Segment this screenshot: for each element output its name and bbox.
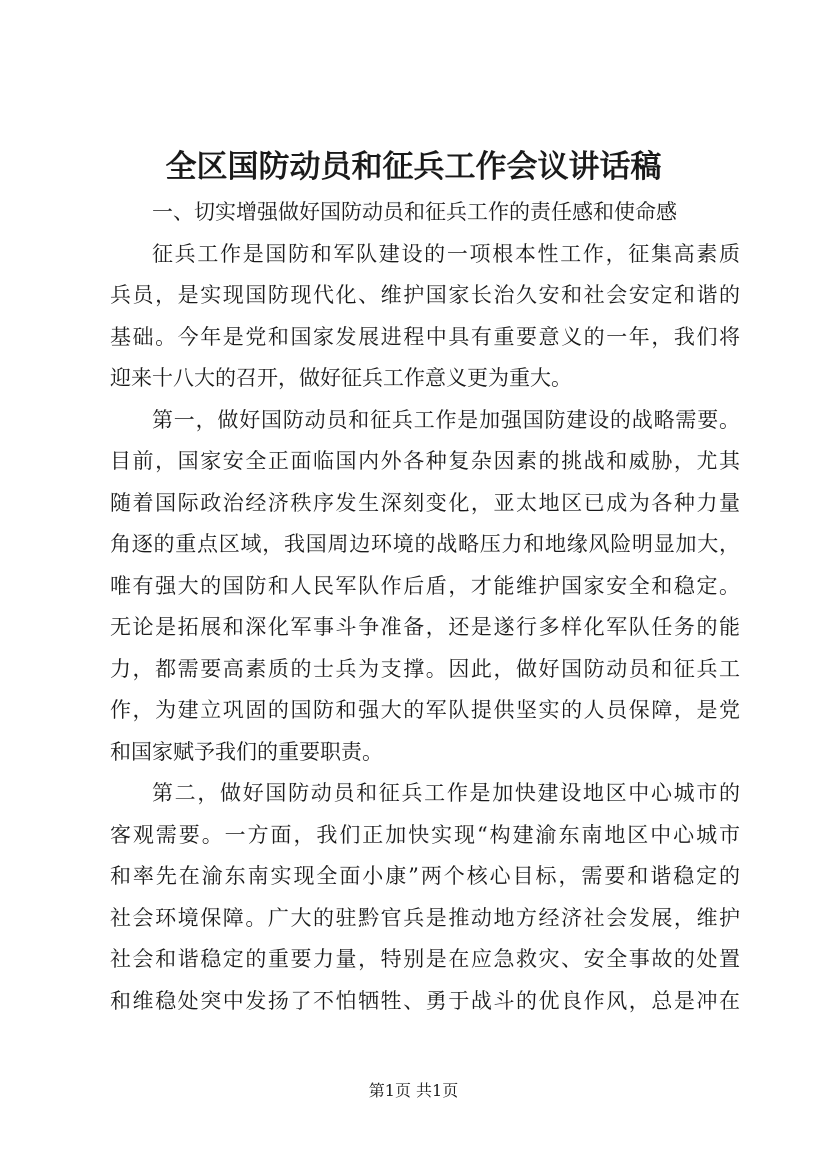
body-line: 第一，做好国防动员和征兵工作是加强国防建设的战略需要。 [152,407,740,432]
body-line: 无论是拓展和深化军事斗争准备，还是遂行多样化军队任务的能 [110,615,740,639]
body-line: 角逐的重点区域，我国周边环境的战略压力和地缘风险明显加大， [110,532,740,556]
body-line: 兵员，是实现国防现代化、维护国家长治久安和社会安定和谐的 [110,283,740,307]
body-line: 一、切实增强做好国防动员和征兵工作的责任感和使命感 [152,200,677,224]
body-line: 社会和谐稳定的重要力量，特别是在应急救灾、安全事故的处置 [110,947,740,971]
document-title: 全区国防动员和征兵工作会议讲话稿 [165,149,662,185]
body-line: 和率先在渝东南实现全面小康”两个核心目标，需要和谐稳定的 [110,864,740,888]
body-line: 目前，国家安全正面临国内外各种复杂因素的挑战和威胁，尤其 [110,449,740,473]
body-line: 和维稳处突中发扬了不怕牺牲、勇于战斗的优良作风，总是冲在 [110,988,740,1013]
body-line: 作，为建立巩固的国防和强大的军队提供坚实的人员保障，是党 [110,698,740,722]
body-line: 力，都需要高素质的士兵为支撑。因此，做好国防动员和征兵工 [110,656,740,681]
page-footer: 第1页 共1页 [368,1081,459,1100]
body-line: 迎来十八大的召开，做好征兵工作意义更为重大。 [110,366,572,390]
body-line: 征兵工作是国防和军队建设的一项根本性工作，征集高素质 [152,241,740,266]
body-line: 社会环境保障。广大的驻黔官兵是推动地方经济社会发展，维护 [110,905,740,930]
body-line: 随着国际政治经济秩序发生深刻变化，亚太地区已成为各种力量 [110,490,740,515]
body-line: 基础。今年是党和国家发展进程中具有重要意义的一年，我们将 [110,324,740,349]
document-body [110,192,740,1022]
body-line: 客观需要。一方面，我们正加快实现“构建渝东南地区中心城市 [110,822,740,847]
body-line: 和国家赋予我们的重要职责。 [110,739,383,764]
body-line: 唯有强大的国防和人民军队作后盾，才能维护国家安全和稳定。 [110,573,740,598]
body-line: 第二，做好国防动员和征兵工作是加快建设地区中心城市的 [152,781,740,805]
